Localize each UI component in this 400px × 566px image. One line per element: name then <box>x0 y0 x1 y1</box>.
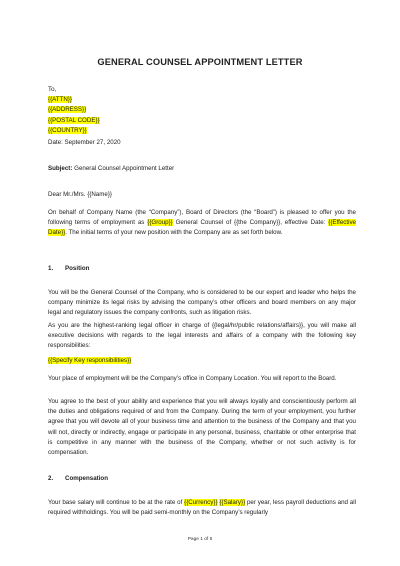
position-paragraph-4: You agree to the best of your ability and experience that you will always loyally and conscientiously perform all the duties and obligations required of and from the Company. During the term of your employment, you further agree that you will devote all of your business time and attention to the business of the Company and that you will not, directly or indirectly, engage or participate in any personal, business, charitable or other enterprise that is competitive in any manner with the business of the Company, whether or not such activity is for compensation. <box>48 398 356 457</box>
page-footer: Page 1 of 5 <box>187 537 213 542</box>
compensation-paragraph <box>48 498 356 518</box>
section-number: 1. <box>48 265 54 272</box>
recipient-address <box>48 85 100 136</box>
salutation: Dear Mr./Mrs. {{Name}} <box>48 191 112 198</box>
position-paragraph-1: You will be the General Counsel of the Company, who is considered to be our expert and leader who helps the company minimize its legal risks by advising the company’s other officers and board members on any major legal and regulatory issues the company confronts, such as litigation risks. <box>48 289 356 317</box>
letter-date: Date: September 27, 2020 <box>48 139 121 146</box>
section-heading-position <box>48 264 89 274</box>
placeholder-salary: {{Salary}} <box>219 499 246 506</box>
subject-text: General Counsel Appointment Letter <box>72 165 175 172</box>
placeholder-effective-date: {{Effective Date}} <box>48 219 356 237</box>
placeholder-currency: {{Currency}} <box>184 499 218 506</box>
compensation-text-2: per year, less payroll deductions and all required withholdings. You will be paid semi-monthly on the Company’s regularly <box>48 499 356 517</box>
document-title: GENERAL COUNSEL APPOINTMENT LETTER <box>97 57 303 67</box>
intro-paragraph <box>48 208 356 239</box>
compensation-text-1: Your base salary will continue to be at the rate of <box>48 499 185 506</box>
section-title: Compensation <box>65 475 108 482</box>
section-title: Position <box>65 265 90 272</box>
intro-text-1: On behalf of Company Name (the “Company”), Board of Directors (the “Board”) is pleased to offer you the following terms of employment as <box>48 209 356 227</box>
placeholder-country: {{COUNTRY}} <box>48 126 87 134</box>
placeholder-group: {{Group}} <box>147 219 173 227</box>
placeholder-address: {{ADDRESS}} <box>48 106 87 114</box>
subject-label: Subject: <box>48 165 73 172</box>
subject-line <box>48 164 356 174</box>
placeholder-attn: {{ATTN}} <box>48 96 72 104</box>
intro-text-3: . The initial terms of your new position with the Company are as set forth below. <box>65 229 283 237</box>
placeholder-postal-code: {{POSTAL CODE}} <box>48 116 100 124</box>
section-number: 2. <box>48 475 54 482</box>
position-paragraph-2: As you are the highest-ranking legal officer in charge of {{legal/hr/public relations/affairs}}, you will make all executive decisions with regards to the legal interests and affairs of a company with the following key responsibilities: <box>48 322 356 350</box>
recipient-to: To, <box>48 86 57 93</box>
section-heading-compensation <box>48 474 108 484</box>
responsibilities-line <box>48 356 356 366</box>
placeholder-key-responsibilities: {{Specify Key responsibilities}} <box>48 357 132 364</box>
position-paragraph-3: Your place of employment will be the Company’s office in Company Location. You will report to the Board. <box>48 375 337 382</box>
intro-text-2: General Counsel of {{the Company}}, effective Date: <box>172 219 329 227</box>
